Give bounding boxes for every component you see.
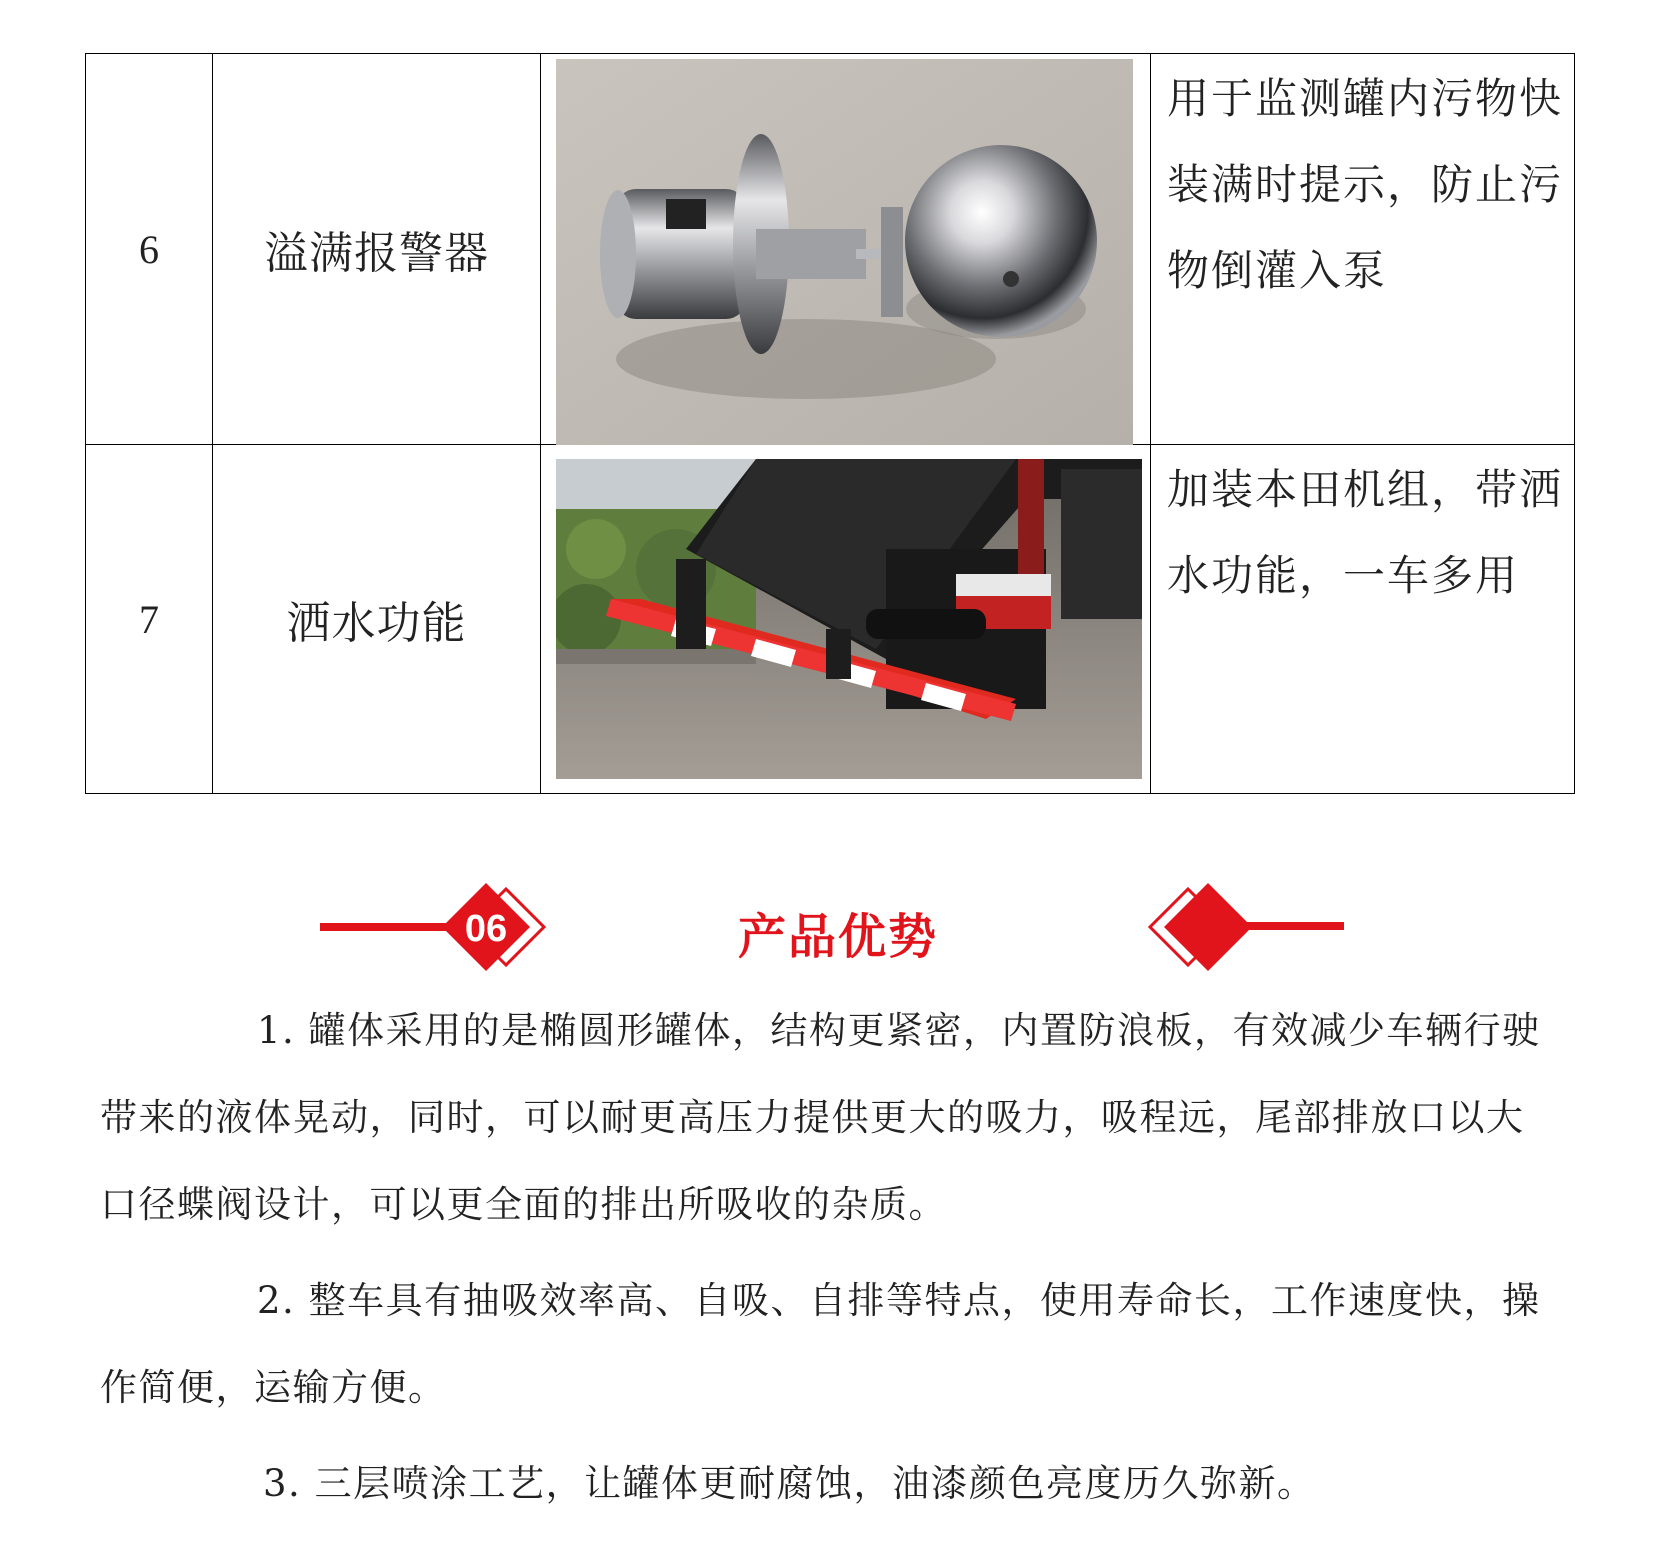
advantage-paragraph: 3. 三层喷涂工艺，让罐体更耐腐蚀，油漆颜色亮度历久弥新。 bbox=[263, 1462, 1316, 1505]
item-name: 洒水功能 bbox=[213, 445, 541, 794]
advantage-paragraph: 2. 整车具有抽吸效率高、自吸、自排等特点，使用寿命长，工作速度快，操作简便，运输方便。 bbox=[100, 1279, 1541, 1409]
photo-cell bbox=[541, 445, 1151, 794]
advantage-paragraph: 1. 罐体采用的是椭圆形罐体，结构更紧密，内置防浪板，有效减少车辆行驶带来的液体晃动，同时，可以耐更高压力提供更大的吸力，吸程远，尾部排放口以大口径蝶阀设计，可以更全面的排出所吸收的杂质。 bbox=[100, 1009, 1541, 1226]
spec-table bbox=[85, 53, 1575, 794]
item-description: 加装本田机组，带洒水功能，一车多用 bbox=[1151, 445, 1575, 794]
row-number: 7 bbox=[86, 445, 213, 794]
table-row bbox=[86, 445, 1575, 794]
section-title: 产品优势 bbox=[738, 909, 939, 965]
section-number: 06 bbox=[464, 908, 508, 950]
table-row bbox=[86, 54, 1575, 445]
item-description: 用于监测罐内污物快装满时提示，防止污物倒灌入泵 bbox=[1151, 54, 1575, 445]
row-number: 6 bbox=[86, 54, 213, 445]
photo-cell bbox=[541, 54, 1151, 445]
float-level-alarm-photo bbox=[556, 59, 1133, 445]
rear-sprinkler-photo bbox=[556, 459, 1142, 779]
item-name: 溢满报警器 bbox=[213, 54, 541, 445]
section-heading bbox=[0, 870, 1654, 980]
